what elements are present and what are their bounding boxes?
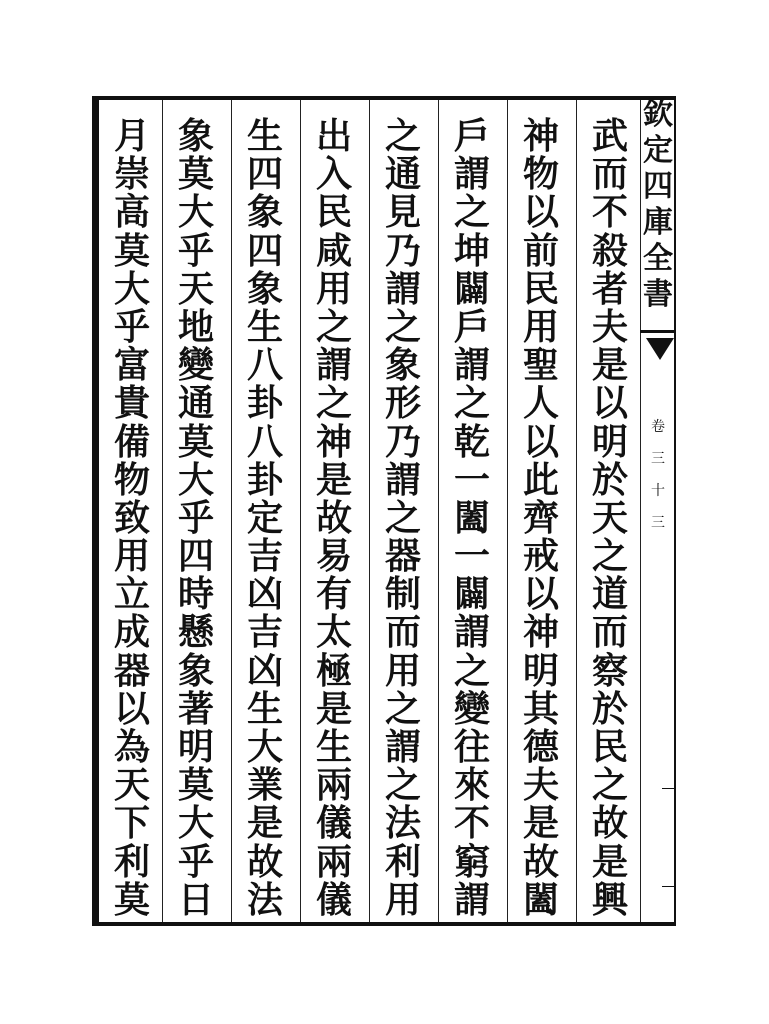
banner-character: 三 (651, 515, 665, 531)
text-character: 凶 (246, 649, 283, 692)
text-character: 是 (246, 802, 283, 845)
text-character: 闢 (453, 573, 490, 616)
text-character: 儀 (315, 802, 352, 845)
text-character: 用 (315, 267, 352, 310)
text-character: 備 (113, 420, 150, 463)
text-character: 殺 (591, 229, 628, 272)
text-character: 明 (177, 726, 214, 768)
text-character: 兩 (315, 764, 352, 807)
text-character: 神 (315, 420, 352, 463)
text-character: 謂 (453, 611, 490, 654)
text-character: 而 (591, 153, 628, 196)
text-character: 利 (384, 840, 421, 883)
text-character: 之 (591, 535, 628, 578)
text-character: 以 (522, 191, 559, 234)
text-character: 卦 (246, 458, 283, 501)
text-character: 坤 (453, 229, 490, 272)
text-character: 象 (177, 649, 214, 692)
text-character: 莫 (177, 764, 214, 807)
text-character: 乎 (113, 305, 150, 348)
text-character: 以 (522, 573, 559, 616)
text-character: 見 (384, 191, 421, 234)
text-character: 故 (591, 802, 628, 845)
text-character: 吉 (246, 611, 283, 654)
text-character: 神 (522, 611, 559, 654)
text-character: 四 (177, 535, 214, 578)
column-rule (576, 100, 577, 922)
text-character: 戶 (453, 305, 490, 348)
text-character: 民 (315, 191, 352, 234)
text-character: 象 (384, 344, 421, 387)
text-character: 天 (591, 496, 628, 539)
text-character: 乃 (384, 420, 421, 463)
text-character: 之 (453, 382, 490, 425)
text-character: 是 (591, 840, 628, 883)
text-character: 乎 (177, 229, 214, 272)
text-character: 易 (315, 535, 352, 578)
text-character: 其 (522, 687, 559, 730)
text-character: 立 (113, 573, 150, 616)
text-column-3 (442, 115, 502, 921)
column-rule (507, 100, 508, 922)
text-character: 定 (246, 496, 283, 539)
text-character: 以 (522, 420, 559, 463)
banner-tick (662, 886, 676, 887)
text-character: 業 (246, 764, 283, 807)
text-column-1 (580, 115, 640, 921)
text-character: 武 (591, 115, 628, 157)
text-character: 天 (177, 267, 214, 310)
text-character: 通 (384, 153, 421, 196)
text-character: 闔 (453, 496, 490, 539)
text-character: 莫 (177, 153, 214, 196)
text-column-6 (235, 115, 295, 921)
text-character: 之 (315, 305, 352, 348)
text-character: 用 (113, 535, 150, 578)
text-character: 乎 (177, 496, 214, 539)
text-character: 之 (384, 305, 421, 348)
text-character: 變 (453, 687, 490, 730)
text-character: 德 (522, 726, 559, 768)
column-rule (231, 100, 232, 922)
text-character: 用 (384, 878, 421, 921)
column-rule (162, 100, 163, 922)
text-character: 下 (113, 802, 150, 845)
text-column-5 (304, 115, 364, 921)
text-character: 八 (246, 420, 283, 463)
text-character: 以 (113, 687, 150, 730)
text-character: 咸 (315, 229, 352, 272)
text-character: 是 (522, 802, 559, 845)
text-character: 懸 (177, 611, 214, 654)
text-character: 莫 (177, 420, 214, 463)
text-character: 月 (113, 115, 150, 157)
text-character: 不 (453, 802, 490, 845)
text-character: 有 (315, 573, 352, 616)
text-character: 為 (113, 726, 150, 768)
text-character: 而 (384, 611, 421, 654)
text-character: 興 (591, 878, 628, 921)
text-character: 民 (522, 267, 559, 310)
text-character: 器 (384, 535, 421, 578)
text-character: 人 (522, 382, 559, 425)
text-character: 高 (113, 191, 150, 234)
text-character: 物 (113, 458, 150, 501)
banner-title (638, 97, 678, 312)
text-character: 四 (246, 153, 283, 196)
text-character: 之 (453, 191, 490, 234)
text-character: 貴 (113, 382, 150, 425)
text-character: 察 (591, 649, 628, 692)
text-character: 前 (522, 229, 559, 272)
text-character: 戶 (453, 115, 490, 157)
text-character: 乎 (177, 840, 214, 883)
banner-character: 十 (651, 483, 665, 499)
banner-character: 書 (643, 277, 673, 312)
text-character: 法 (246, 878, 283, 921)
text-character: 闢 (453, 267, 490, 310)
text-character: 齊 (522, 496, 559, 539)
text-character: 謂 (384, 726, 421, 768)
text-character: 闔 (522, 878, 559, 921)
banner-character: 定 (643, 133, 673, 168)
text-character: 生 (246, 305, 283, 348)
text-character: 富 (113, 344, 150, 387)
text-character: 謂 (315, 344, 352, 387)
text-character: 大 (246, 726, 283, 768)
text-character: 成 (113, 611, 150, 654)
text-character: 大 (177, 458, 214, 501)
text-character: 一 (453, 458, 490, 501)
text-character: 大 (177, 802, 214, 845)
text-character: 之 (384, 687, 421, 730)
text-character: 大 (177, 191, 214, 234)
banner-character: 四 (643, 169, 673, 204)
text-character: 明 (591, 420, 628, 463)
banner-character: 庫 (643, 205, 673, 240)
text-character: 謂 (384, 458, 421, 501)
banner-character: 全 (643, 241, 673, 276)
text-character: 夫 (522, 764, 559, 807)
text-character: 兩 (315, 840, 352, 883)
text-character: 儀 (315, 878, 352, 921)
text-character: 出 (315, 115, 352, 157)
text-character: 用 (522, 305, 559, 348)
text-character: 謂 (453, 344, 490, 387)
text-character: 生 (315, 726, 352, 768)
text-character: 日 (177, 878, 214, 921)
text-character: 之 (591, 764, 628, 807)
text-character: 大 (113, 267, 150, 310)
banner-character: 卷 (651, 419, 665, 435)
text-character: 乾 (453, 420, 490, 463)
text-character: 制 (384, 573, 421, 616)
text-character: 聖 (522, 344, 559, 387)
text-character: 法 (384, 802, 421, 845)
text-character: 不 (591, 191, 628, 234)
text-character: 謂 (453, 878, 490, 921)
text-character: 是 (315, 458, 352, 501)
text-character: 一 (453, 535, 490, 578)
text-character: 象 (177, 115, 214, 157)
text-character: 是 (591, 344, 628, 387)
text-character: 器 (113, 649, 150, 692)
text-character: 變 (177, 344, 214, 387)
text-character: 謂 (453, 153, 490, 196)
text-character: 故 (315, 496, 352, 539)
banner-volume (648, 420, 668, 530)
text-character: 莫 (113, 229, 150, 272)
text-character: 故 (522, 840, 559, 883)
text-character: 致 (113, 496, 150, 539)
text-character: 之 (384, 115, 421, 157)
text-character: 此 (522, 458, 559, 501)
text-character: 崇 (113, 153, 150, 196)
text-character: 著 (177, 687, 214, 730)
text-character: 生 (246, 687, 283, 730)
fishtail-icon (646, 338, 674, 360)
text-character: 謂 (384, 267, 421, 310)
text-column-7 (166, 115, 226, 921)
text-character: 者 (591, 267, 628, 310)
text-character: 故 (246, 840, 283, 883)
text-character: 莫 (113, 878, 150, 921)
text-character: 神 (522, 115, 559, 157)
text-character: 象 (246, 267, 283, 310)
text-character: 夫 (591, 305, 628, 348)
text-character: 民 (591, 726, 628, 768)
banner-tick (662, 788, 676, 789)
text-character: 入 (315, 153, 352, 196)
text-column-4 (373, 115, 433, 921)
text-character: 往 (453, 726, 490, 768)
text-character: 卦 (246, 382, 283, 425)
text-character: 而 (591, 611, 628, 654)
text-column-8 (102, 115, 162, 921)
text-character: 凶 (246, 573, 283, 616)
text-character: 之 (384, 496, 421, 539)
text-character: 道 (591, 573, 628, 616)
text-character: 戒 (522, 535, 559, 578)
text-character: 之 (384, 764, 421, 807)
text-character: 四 (246, 229, 283, 272)
text-character: 於 (591, 458, 628, 501)
text-character: 象 (246, 191, 283, 234)
column-rule (438, 100, 439, 922)
text-character: 明 (522, 649, 559, 692)
text-column-2 (511, 115, 571, 921)
text-character: 物 (522, 153, 559, 196)
text-character: 地 (177, 305, 214, 348)
text-character: 之 (315, 382, 352, 425)
text-character: 窮 (453, 840, 490, 883)
text-character: 八 (246, 344, 283, 387)
text-character: 形 (384, 382, 421, 425)
text-character: 太 (315, 611, 352, 654)
text-character: 吉 (246, 535, 283, 578)
text-character: 生 (246, 115, 283, 157)
text-character: 以 (591, 382, 628, 425)
text-character: 通 (177, 382, 214, 425)
text-character: 時 (177, 573, 214, 616)
text-character: 來 (453, 764, 490, 807)
text-character: 是 (315, 687, 352, 730)
text-character: 極 (315, 649, 352, 692)
banner-character: 三 (651, 451, 665, 467)
text-character: 乃 (384, 229, 421, 272)
text-character: 利 (113, 840, 150, 883)
column-rule (369, 100, 370, 922)
text-character: 天 (113, 764, 150, 807)
banner-character: 欽 (643, 97, 673, 132)
text-character: 之 (453, 649, 490, 692)
text-character: 用 (384, 649, 421, 692)
column-rule (300, 100, 301, 922)
text-character: 於 (591, 687, 628, 730)
